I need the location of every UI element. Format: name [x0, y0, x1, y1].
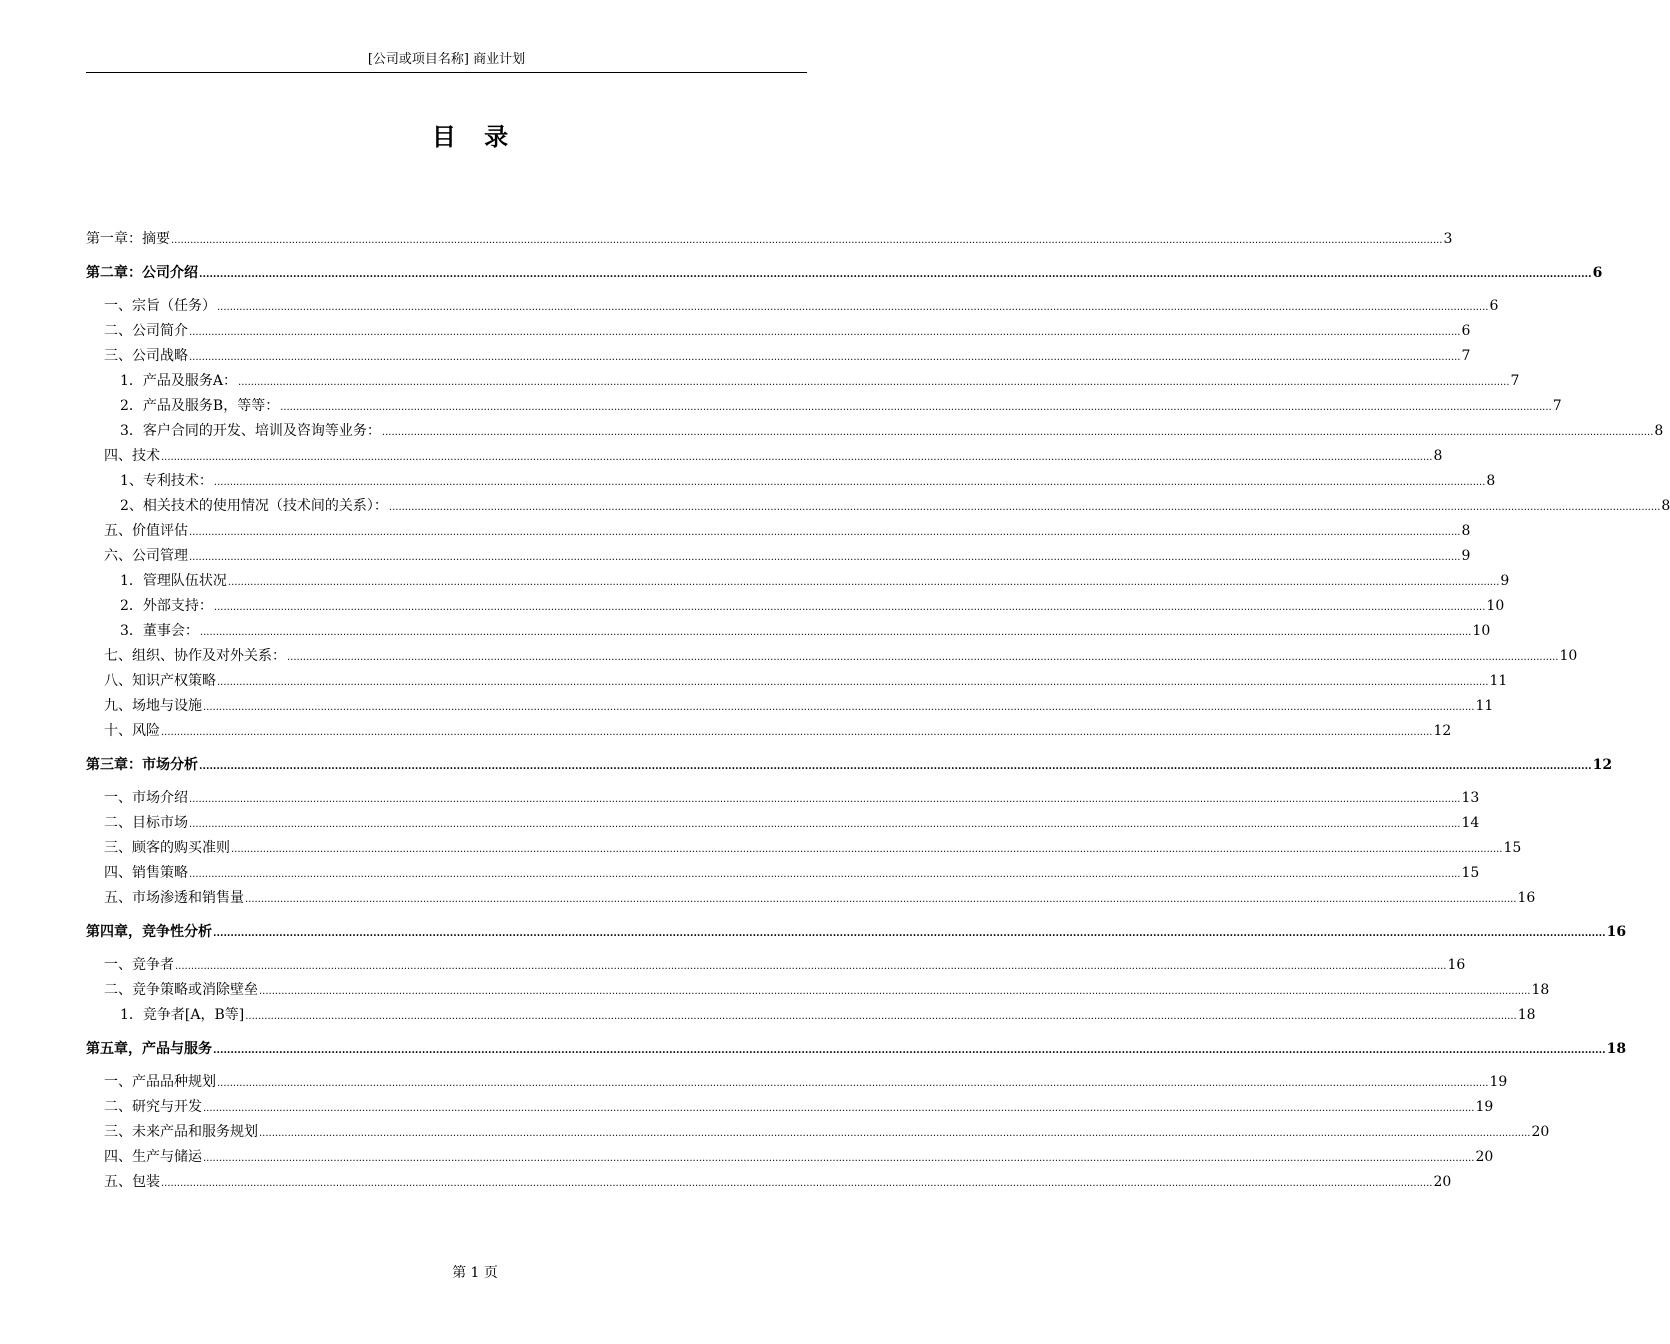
toc-entry[interactable]: [86, 665, 1508, 690]
toc-leader-dots: ................................................................................................................................................................................................................................................................................................................................................................................................................: [259, 986, 1531, 997]
toc-entry-page: 9: [1500, 573, 1510, 589]
toc-leader-dots: ................................................................................................................................................................................................................................................................................................................................................................................................................: [213, 1045, 1606, 1056]
toc-leader-dots: ................................................................................................................................................................................................................................................................................................................................................................................................................: [381, 427, 1654, 438]
toc-leader-dots: ................................................................................................................................................................................................................................................................................................................................................................................................................: [245, 1011, 1517, 1022]
toc-leader-dots: ................................................................................................................................................................................................................................................................................................................................................................................................................: [189, 527, 1461, 538]
toc-entry-label: 二、竞争策略或消除壁垒: [104, 982, 258, 998]
toc-entry-label: 五、市场渗透和销售量: [104, 890, 244, 906]
toc-entry-page: 15: [1503, 840, 1522, 856]
toc-entry-page: 8: [1461, 523, 1471, 539]
toc-leader-dots: ................................................................................................................................................................................................................................................................................................................................................................................................................: [217, 302, 1489, 313]
toc-leader-dots: ................................................................................................................................................................................................................................................................................................................................................................................................................: [203, 1153, 1475, 1164]
toc-entry-label: 一、竞争者: [104, 957, 174, 973]
toc-entry[interactable]: [86, 440, 1443, 465]
toc-entry-page: 10: [1486, 598, 1505, 614]
page-number: 第 1 页: [452, 1265, 498, 1281]
toc-entry[interactable]: [86, 974, 1550, 999]
toc-entry[interactable]: [86, 465, 1496, 490]
toc-leader-dots: ................................................................................................................................................................................................................................................................................................................................................................................................................: [231, 844, 1503, 855]
toc-entry-page: 12: [1592, 757, 1613, 773]
toc-entry-page: 8: [1661, 498, 1670, 514]
toc-entry-label: 1．产品及服务A：: [120, 373, 238, 389]
toc-entry-label: 1．竞争者[A，B等]: [120, 1007, 245, 1023]
toc-entry[interactable]: [86, 290, 1499, 315]
toc-leader-dots: ................................................................................................................................................................................................................................................................................................................................................................................................................: [171, 235, 1443, 246]
toc-entry-page: 19: [1475, 1099, 1494, 1115]
toc-entry[interactable]: [86, 748, 1613, 774]
toc-entry-label: 2、相关技术的使用情况（技术间的关系）：: [120, 498, 388, 514]
toc-entry-label: 第五章，产品与服务: [86, 1041, 212, 1057]
toc-entry[interactable]: [86, 690, 1494, 715]
toc-entry-page: 18: [1517, 1007, 1536, 1023]
toc-entry-page: 14: [1461, 815, 1480, 831]
toc-entry-page: 8: [1654, 423, 1664, 439]
toc-leader-dots: ................................................................................................................................................................................................................................................................................................................................................................................................................: [161, 1178, 1433, 1189]
toc-leader-dots: ................................................................................................................................................................................................................................................................................................................................................................................................................: [199, 761, 1592, 772]
toc-entry[interactable]: [86, 857, 1480, 882]
toc-entry[interactable]: [86, 1166, 1452, 1191]
toc-entry-page: 11: [1475, 698, 1494, 714]
toc-leader-dots: ................................................................................................................................................................................................................................................................................................................................................................................................................: [217, 1078, 1489, 1089]
toc-leader-dots: ................................................................................................................................................................................................................................................................................................................................................................................................................: [199, 627, 1472, 638]
toc-entry[interactable]: [86, 540, 1471, 565]
toc-entry-page: 15: [1461, 865, 1480, 881]
toc-entry-page: 18: [1606, 1041, 1627, 1057]
toc-entry-label: 二、研究与开发: [104, 1099, 202, 1115]
toc-entry-label: 四、销售策略: [104, 865, 188, 881]
toc-entry[interactable]: [86, 315, 1471, 340]
toc-entry-label: 三、未来产品和服务规划: [104, 1124, 258, 1140]
toc-entry-page: 20: [1531, 1124, 1550, 1140]
header-text: [公司或项目名称] 商业计划: [367, 52, 526, 67]
toc-leader-dots: ................................................................................................................................................................................................................................................................................................................................................................................................................: [161, 727, 1433, 738]
toc-entry[interactable]: [86, 1032, 1627, 1058]
toc-entry-page: 8: [1486, 473, 1496, 489]
toc-leader-dots: ................................................................................................................................................................................................................................................................................................................................................................................................................: [213, 602, 1486, 613]
toc-entry-page: 7: [1461, 348, 1471, 364]
toc-entry-page: 7: [1552, 398, 1562, 414]
toc-entry[interactable]: [86, 640, 1578, 665]
toc-entry-page: 16: [1447, 957, 1466, 973]
toc-entry-page: 16: [1517, 890, 1536, 906]
toc-entry-label: 一、产品品种规划: [104, 1074, 216, 1090]
toc-entry-label: 第二章：公司介绍: [86, 265, 198, 281]
toc-leader-dots: ................................................................................................................................................................................................................................................................................................................................................................................................................: [203, 702, 1475, 713]
toc-title: 目 录: [431, 122, 519, 151]
toc-entry-label: 十、风险: [104, 723, 160, 739]
toc-entry[interactable]: [86, 1141, 1494, 1166]
toc-entry-page: 11: [1489, 673, 1508, 689]
toc-entry-label: 五、包装: [104, 1174, 160, 1190]
toc-entry-label: 六、公司管理: [104, 548, 188, 564]
toc-entry[interactable]: [86, 590, 1505, 615]
toc-entry-label: 五、价值评估: [104, 523, 188, 539]
toc-leader-dots: ................................................................................................................................................................................................................................................................................................................................................................................................................: [161, 452, 1433, 463]
toc-entry-label: 三、公司战略: [104, 348, 188, 364]
toc-entry-label: 四、技术: [104, 448, 160, 464]
toc-entry-label: 3．董事会：: [120, 623, 199, 639]
toc-entry[interactable]: [86, 1091, 1494, 1116]
toc-entry-label: 3．客户合同的开发、培训及咨询等业务：: [120, 423, 381, 439]
toc-entry-label: 2．外部支持：: [120, 598, 213, 614]
toc-entry[interactable]: [86, 390, 1562, 415]
toc-entry-page: 6: [1461, 323, 1471, 339]
page-footer: [0, 1262, 950, 1282]
toc-entry-page: 6: [1489, 298, 1499, 314]
toc-entry[interactable]: [86, 340, 1471, 365]
toc-leader-dots: ................................................................................................................................................................................................................................................................................................................................................................................................................: [189, 552, 1461, 563]
toc-entry[interactable]: [86, 1116, 1550, 1141]
toc-entry[interactable]: [86, 715, 1452, 740]
toc-entry-label: 二、目标市场: [104, 815, 188, 831]
toc-leader-dots: ................................................................................................................................................................................................................................................................................................................................................................................................................: [203, 1103, 1475, 1114]
toc-leader-dots: ................................................................................................................................................................................................................................................................................................................................................................................................................: [388, 502, 1661, 513]
toc-entry[interactable]: [86, 999, 1536, 1024]
toc-entry-page: 10: [1559, 648, 1578, 664]
toc-entry-label: 二、公司简介: [104, 323, 188, 339]
toc-leader-dots: ................................................................................................................................................................................................................................................................................................................................................................................................................: [217, 677, 1489, 688]
toc-entry-page: 3: [1443, 231, 1453, 247]
page-header: [86, 50, 807, 73]
toc-entry-label: 九、场地与设施: [104, 698, 202, 714]
toc-entry[interactable]: [86, 1066, 1508, 1091]
toc-leader-dots: ................................................................................................................................................................................................................................................................................................................................................................................................................: [199, 269, 1592, 280]
toc-entry-label: 八、知识产权策略: [104, 673, 216, 689]
toc-entry-label: 第三章：市场分析: [86, 757, 198, 773]
toc-leader-dots: ................................................................................................................................................................................................................................................................................................................................................................................................................: [238, 377, 1510, 388]
toc-entry-page: 20: [1475, 1149, 1494, 1165]
toc-entry[interactable]: [86, 882, 1536, 907]
toc-leader-dots: ................................................................................................................................................................................................................................................................................................................................................................................................................: [189, 327, 1461, 338]
toc-leader-dots: ................................................................................................................................................................................................................................................................................................................................................................................................................: [189, 819, 1461, 830]
toc-entry[interactable]: [86, 490, 1670, 515]
toc-entry[interactable]: [86, 949, 1466, 974]
toc-entry-page: 6: [1592, 265, 1603, 281]
toc-leader-dots: ................................................................................................................................................................................................................................................................................................................................................................................................................: [189, 794, 1461, 805]
toc-leader-dots: ................................................................................................................................................................................................................................................................................................................................................................................................................: [280, 402, 1552, 413]
table-of-contents: [86, 222, 1670, 1191]
toc-entry[interactable]: [86, 615, 1491, 640]
toc-entry-label: 四、生产与储运: [104, 1149, 202, 1165]
toc-entry[interactable]: [86, 782, 1480, 807]
toc-entry-page: 8: [1433, 448, 1443, 464]
toc-entry[interactable]: [86, 807, 1480, 832]
toc-entry-page: 13: [1461, 790, 1480, 806]
toc-leader-dots: ................................................................................................................................................................................................................................................................................................................................................................................................................: [189, 869, 1461, 880]
toc-entry-page: 20: [1433, 1174, 1452, 1190]
toc-entry-label: 第一章：摘要: [86, 231, 170, 247]
toc-entry[interactable]: [86, 256, 1603, 282]
toc-entry-label: 1、专利技术：: [120, 473, 213, 489]
toc-entry-page: 19: [1489, 1074, 1508, 1090]
toc-entry-label: 七、组织、协作及对外关系：: [104, 648, 286, 664]
toc-entry[interactable]: [86, 565, 1510, 590]
toc-leader-dots: ................................................................................................................................................................................................................................................................................................................................................................................................................: [227, 577, 1500, 588]
toc-entry-label: 第四章，竞争性分析: [86, 924, 212, 940]
toc-leader-dots: ................................................................................................................................................................................................................................................................................................................................................................................................................: [213, 928, 1606, 939]
toc-entry-label: 1．管理队伍状况: [120, 573, 227, 589]
toc-leader-dots: ................................................................................................................................................................................................................................................................................................................................................................................................................: [175, 961, 1447, 972]
toc-entry[interactable]: [86, 515, 1471, 540]
toc-entry-label: 一、市场介绍: [104, 790, 188, 806]
toc-entry[interactable]: [86, 415, 1664, 440]
toc-entry-label: 三、顾客的购买准则: [104, 840, 230, 856]
toc-entry[interactable]: [86, 222, 1453, 248]
toc-entry-page: 16: [1606, 924, 1627, 940]
toc-leader-dots: ................................................................................................................................................................................................................................................................................................................................................................................................................: [259, 1128, 1531, 1139]
toc-entry-label: 一、宗旨（任务）: [104, 298, 216, 314]
toc-entry-page: 12: [1433, 723, 1452, 739]
toc-entry-page: 18: [1531, 982, 1550, 998]
toc-entry-page: 9: [1461, 548, 1471, 564]
toc-entry-page: 10: [1472, 623, 1491, 639]
toc-entry[interactable]: [86, 832, 1522, 857]
toc-entry-label: 2．产品及服务B，等等：: [120, 398, 280, 414]
toc-leader-dots: ................................................................................................................................................................................................................................................................................................................................................................................................................: [189, 352, 1461, 363]
toc-entry-page: 7: [1510, 373, 1520, 389]
toc-leader-dots: ................................................................................................................................................................................................................................................................................................................................................................................................................: [213, 477, 1486, 488]
toc-entry[interactable]: [86, 915, 1627, 941]
toc-leader-dots: ................................................................................................................................................................................................................................................................................................................................................................................................................: [245, 894, 1517, 905]
toc-entry[interactable]: [86, 365, 1520, 390]
toc-leader-dots: ................................................................................................................................................................................................................................................................................................................................................................................................................: [287, 652, 1559, 663]
